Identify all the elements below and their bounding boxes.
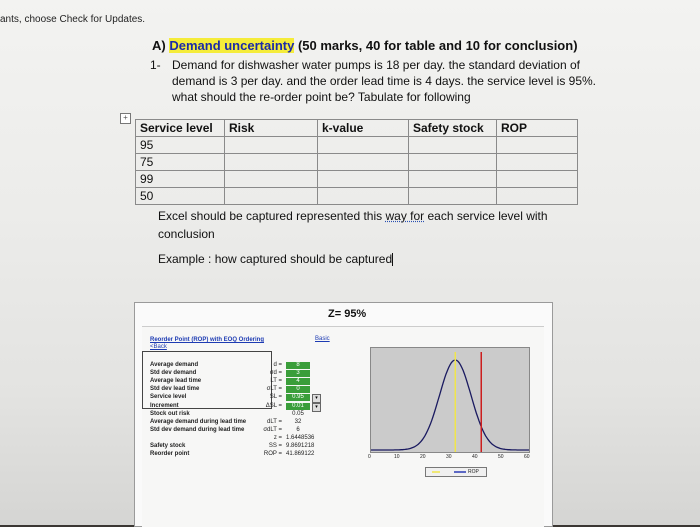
- input-value: 9.8691218: [286, 443, 315, 449]
- worksheet: [142, 326, 544, 527]
- input-symbol: LT =: [270, 378, 282, 385]
- section-prefix: A): [152, 38, 170, 53]
- input-value[interactable]: 8: [286, 362, 310, 369]
- input-value: 1.6448536: [286, 434, 315, 441]
- normal-curve: [371, 360, 529, 450]
- instruction-part-b: way for: [385, 209, 425, 223]
- input-value: 6: [296, 426, 300, 433]
- cell-risk[interactable]: [225, 137, 318, 154]
- cell-rop[interactable]: [497, 188, 578, 205]
- cell-k-value[interactable]: [318, 137, 409, 154]
- input-value[interactable]: 4: [286, 378, 310, 385]
- instruction-part-c: each service level with conclusion: [158, 209, 548, 241]
- table-header-row: [136, 120, 578, 137]
- input-symbol: σdLT =: [263, 426, 282, 433]
- table-row: [136, 188, 578, 205]
- section-title: [152, 38, 578, 53]
- cell-safety-stock[interactable]: [409, 154, 497, 171]
- input-label: Std dev demand during lead time: [150, 426, 245, 433]
- example-text: Example : how captured should be captured: [158, 252, 393, 266]
- cell-safety-stock[interactable]: [409, 171, 497, 188]
- question-text: Demand for dishwasher water pumps is 18 per day. the standard deviation of demand is 3 per day. and the order lead time is 4 days. the service level is 95%. what should the re-order point be? Tabulate for following: [172, 58, 597, 104]
- text-cursor: [392, 253, 393, 266]
- x-tick-label: 40: [472, 454, 478, 460]
- input-symbol: ROP =: [263, 451, 282, 458]
- basic-link[interactable]: Basic: [315, 336, 330, 342]
- input-value: 32: [294, 418, 302, 425]
- spin-button-icon[interactable]: ▾: [312, 394, 321, 403]
- cell-safety-stock[interactable]: [409, 137, 497, 154]
- plot-svg: [371, 348, 529, 452]
- cell-service-level[interactable]: 99: [136, 171, 225, 188]
- section-highlight: Demand uncertainty: [169, 38, 295, 53]
- input-label: Std dev demand: [150, 370, 197, 377]
- header-k-value: k-value: [318, 120, 409, 137]
- x-tick-label: 30: [446, 454, 452, 460]
- cell-rop[interactable]: [497, 154, 578, 171]
- input-label: Safety stock: [150, 443, 186, 449]
- spin-button-icon[interactable]: ▾: [312, 403, 321, 412]
- section-rest: (50 marks, 40 for table and 10 for conclusion): [294, 38, 578, 53]
- cell-safety-stock[interactable]: [409, 188, 497, 205]
- cell-risk[interactable]: [225, 154, 318, 171]
- x-tick-label: 20: [420, 454, 426, 460]
- worksheet-header: Reorder Point (ROP) with EOQ Ordering: [150, 337, 265, 343]
- input-label: Reorder point: [150, 451, 190, 458]
- instruction-text: [158, 207, 578, 243]
- input-value: 0.05: [292, 410, 304, 417]
- cell-rop[interactable]: [497, 171, 578, 188]
- instruction-part-a: Excel should be captured represented this: [158, 209, 386, 223]
- cell-risk[interactable]: [225, 188, 318, 205]
- cell-risk[interactable]: [225, 171, 318, 188]
- input-value[interactable]: 0: [286, 386, 310, 393]
- x-tick-label: 60: [524, 454, 530, 460]
- x-tick-label: 50: [498, 454, 504, 460]
- input-label: Average demand: [150, 362, 199, 368]
- input-label: Average lead time: [150, 378, 202, 385]
- cell-rop[interactable]: [497, 137, 578, 154]
- service-level-table: [135, 119, 578, 205]
- header-service-level: Service level: [136, 120, 225, 137]
- input-label: Std dev lead time: [150, 386, 200, 393]
- input-symbol: σLT =: [266, 386, 282, 393]
- cell-k-value[interactable]: [318, 188, 409, 205]
- header-risk: Risk: [225, 120, 318, 137]
- input-symbol: d =: [273, 362, 282, 368]
- x-tick-label: 0: [368, 454, 371, 460]
- input-label: Service level: [150, 394, 187, 401]
- cell-k-value[interactable]: [318, 171, 409, 188]
- back-link[interactable]: <Back: [150, 344, 167, 350]
- table-move-handle-icon[interactable]: +: [120, 113, 131, 124]
- table-row: [136, 137, 578, 154]
- input-symbol: σd =: [269, 370, 282, 377]
- x-tick-label: 10: [394, 454, 400, 460]
- input-label: Increment: [150, 402, 179, 409]
- table-row: [136, 171, 578, 188]
- example-line: [158, 252, 393, 266]
- input-label: Stock out risk: [150, 410, 190, 417]
- input-label: Average demand during lead time: [150, 418, 247, 425]
- legend: [425, 467, 487, 477]
- excel-screenshot-figure: [134, 302, 553, 527]
- input-symbol: dLT =: [267, 418, 282, 425]
- header-safety-stock: Safety stock: [409, 120, 497, 137]
- input-symbol: SS =: [268, 443, 282, 449]
- distribution-plot: [370, 347, 530, 453]
- input-symbol: z =: [273, 434, 282, 441]
- input-symbol: SL =: [269, 394, 282, 401]
- cell-service-level[interactable]: 95: [136, 137, 225, 154]
- input-value: 41.869122: [286, 451, 315, 458]
- input-value[interactable]: 0.01: [286, 403, 310, 410]
- input-value[interactable]: 0.95: [286, 394, 310, 401]
- input-value[interactable]: 3: [286, 370, 310, 377]
- cell-service-level[interactable]: 50: [136, 188, 225, 205]
- cell-k-value[interactable]: [318, 154, 409, 171]
- question-number: 1-: [150, 58, 161, 72]
- update-notice: ants, choose Check for Updates.: [0, 14, 146, 25]
- legend-label: ROP: [468, 469, 479, 475]
- header-rop: ROP: [497, 120, 578, 137]
- table-row: [136, 154, 578, 171]
- cell-service-level[interactable]: 75: [136, 154, 225, 171]
- figure-title: Z= 95%: [328, 308, 367, 320]
- input-symbol: ΔSL =: [265, 402, 282, 409]
